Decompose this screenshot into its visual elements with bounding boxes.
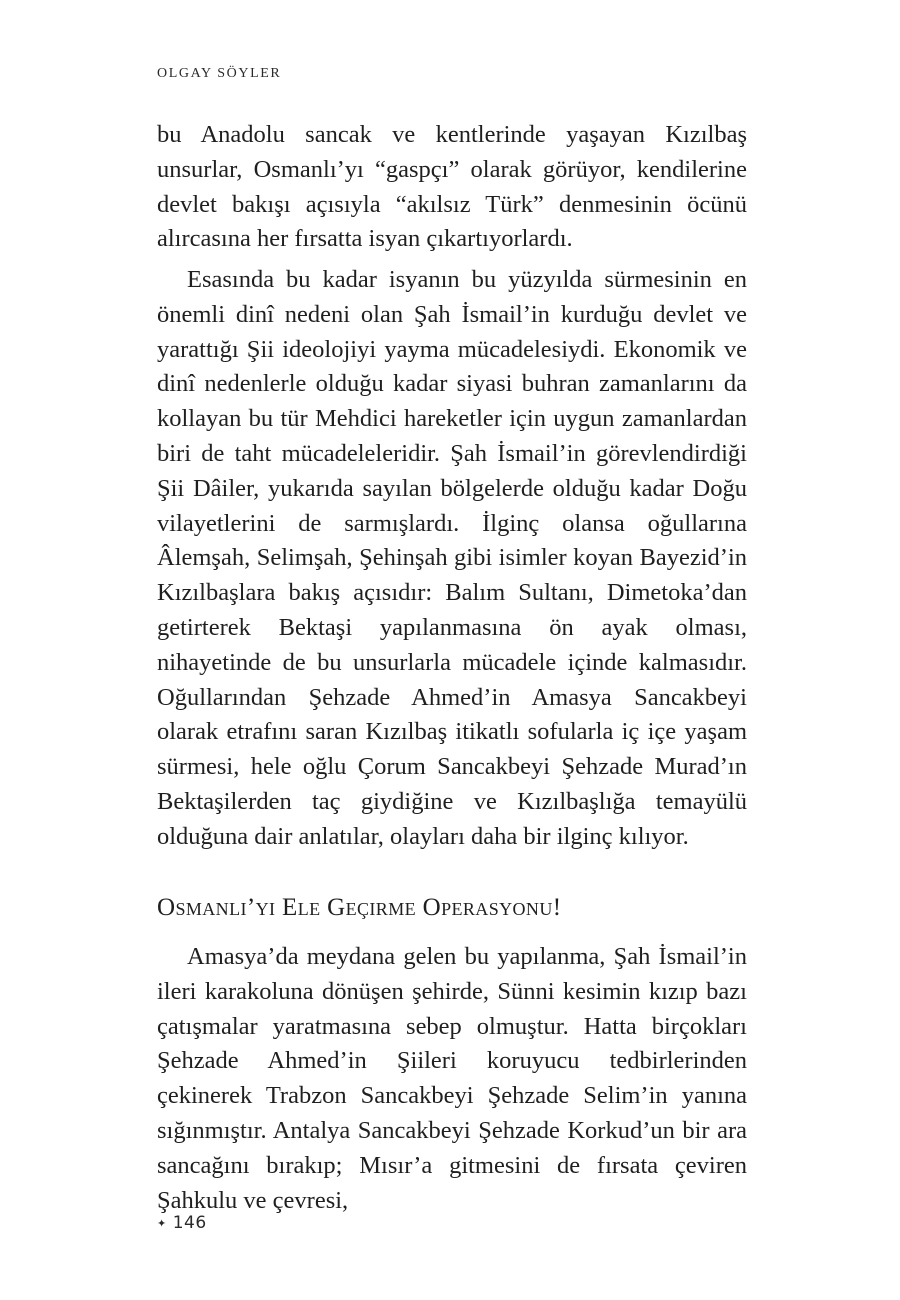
body-text-block-1 [157, 118, 747, 257]
body-text-block-3 [157, 940, 747, 1218]
section-heading: Osmanlı’yı Ele Geçirme Operasyonu! [157, 894, 562, 921]
running-head-author: OLGAY SÖYLER [157, 66, 282, 81]
star-ornament-icon: ✦ [157, 1217, 167, 1230]
paragraph-2: Esasında bu kadar isyanın bu yüzyılda sürmesinin en önemli dinî nedeni olan Şah İsmail’in kurduğu devlet ve yarattığı Şii ideolojiyi yayma mücadelesiydi. Ekonomik ve dinî nedenlerle olduğu kadar siyasi buhran zamanlarını da kollayan bu tür Mehdici hareketler için uygun zamanlardan biri de taht mücadeleleridir. Şah İsmail’in görevlendirdiği Şii Dâiler, yukarıda sayılan bölgelerde olduğu kadar Doğu vilayetlerini de sarmışlardı. İlginç olansa oğullarına Âlemşah, Selimşah, Şehinşah gibi isimler koyan Bayezid’in Kızılbaşlara bakış açısıdır: Balım Sultanı, Dimetoka’dan getirterek Bektaşi yapılanmasına ön ayak olması, nihayetinde de bu unsurlarla mücadele içinde kalmasıdır. Oğullarından Şehzade Ahmed’in Amasya Sancakbeyi olarak etrafını saran Kızılbaş itikatlı sofularla iç içe yaşam sürmesi, hele oğlu Çorum Sancakbeyi Şehzade Murad’ın Bektaşilerden taç giydiğine ve Kızılbaşlığa temayülü olduğuna dair anlatılar, olayları daha bir ilginç kılıyor. [157, 266, 747, 850]
body-text-block-2 [157, 263, 747, 855]
paragraph-3: Amasya’da meydana gelen bu yapılanma, Şah İsmail’in ileri karakoluna dönüşen şehirde, Sünni kesimin kızıp bazı çatışmalar yaratmasına sebep olmuştur. Hatta birçokları Şehzade Ahmed’in Şiileri koruyucu tedbirlerinden çekinerek Trabzon Sancakbeyi Şehzade Selim’in yanına sığınmıştır. Antalya Sancakbeyi Şehzade Korkud’un bir ara sancağını bırakıp; Mısır’a gitmesini de fırsata çeviren Şahkulu ve çevresi, [157, 943, 747, 1214]
paragraph-1: bu Anadolu sancak ve kentlerinde yaşayan Kızılbaş unsurlar, Osmanlı’yı “gaspçı” olarak görüyor, kendilerine devlet bakışı açısıyla “akılsız Türk” denmesinin öcünü alırcasına her fırsatta isyan çıkartıyorlardı. [157, 121, 747, 253]
page-number: 146 [172, 1213, 207, 1233]
page-footer [157, 1213, 207, 1233]
